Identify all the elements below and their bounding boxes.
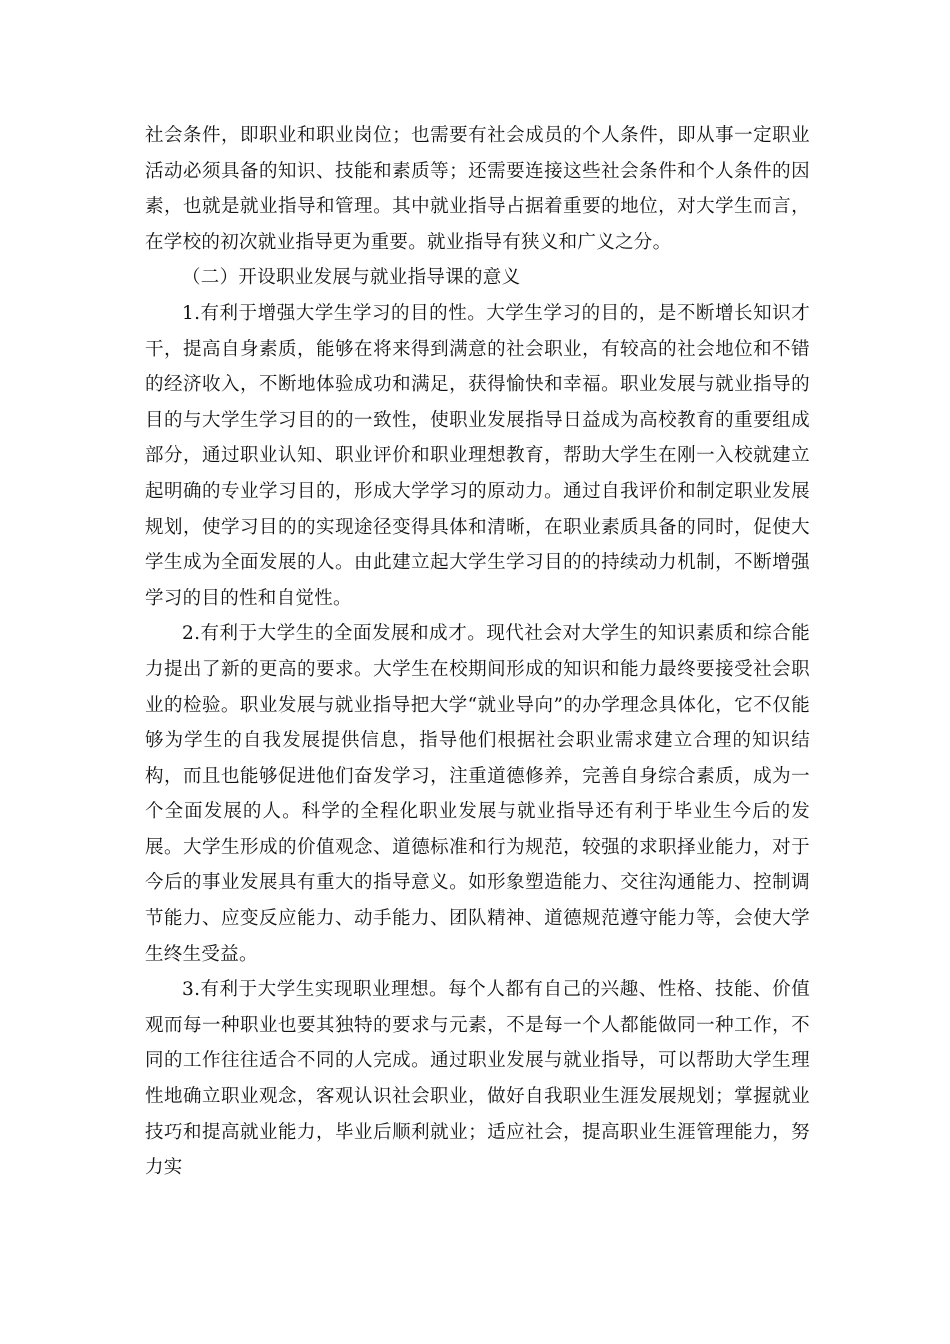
paragraph-continuation: 社会条件，即职业和职业岗位；也需要有社会成员的个人条件，即从事一定职业活动必须具备的知识、技能和素质等；还需要连接这些社会条件和个人条件的因素，也就是就业指导和管理。其中就业指导占据着重要的地位，对大学生而言，在学校的初次就业指导更为重要。就业指导有狭义和广义之分。 xyxy=(145,125,810,253)
section-subheading: （二）开设职业发展与就业指导课的意义 xyxy=(182,267,521,289)
paragraph-point-1: 1.有利于增强大学生学习的目的性。大学生学习的目的，是不断增长知识才干，提高自身素质，能够在将来得到满意的社会职业，有较高的社会地位和不错的经济收入，不断地体验成功和满足，获得愉快和幸福。职业发展与就业指导的目的与大学生学习目的的一致性，使职业发展指导日益成为高校教育的重要组成部分，通过职业认知、职业评价和职业理想教育，帮助大学生在刚一入校就建立起明确的专业学习目的，形成大学学习的原动力。通过自我评价和制定职业发展规划，使学习目的的实现途径变得具体和清晰，在职业素质具备的同时，促使大学生成为全面发展的人。由此建立起大学生学习目的的持续动力机制，不断增强学习的目的性和自觉性。 xyxy=(145,302,810,609)
paragraph-point-3: 3.有利于大学生实现职业理想。每个人都有自己的兴趣、性格、技能、价值观而每一种职业也要其独特的要求与元素，不是每一个人都能做同一种工作，不同的工作往往适合不同的人完成。通过职业发展与就业指导，可以帮助大学生理性地确立职业观念，客观认识社会职业，做好自我职业生涯发展规划；掌握就业技巧和提高就业能力，毕业后顺利就业；适应社会，提高职业生涯管理能力，努力实 xyxy=(145,979,810,1179)
paragraph-point-2: 2.有利于大学生的全面发展和成才。现代社会对大学生的知识素质和综合能力提出了新的更高的要求。大学生在校期间形成的知识和能力最终要接受社会职业的检验。职业发展与就业指导把大学“就业导向”的办学理念具体化，它不仅能够为学生的自我发展提供信息，指导他们根据社会职业需求建立合理的知识结构，而且也能够促进他们奋发学习，注重道德修养，完善自身综合素质，成为一个全面发展的人。科学的全程化职业发展与就业指导还有利于毕业生今后的发展。大学生形成的价值观念、道德标准和行为规范，较强的求职择业能力，对于今后的事业发展具有重大的指导意义。如形象塑造能力、交往沟通能力、控制调节能力、应变反应能力、动手能力、团队精神、道德规范遵守能力等，会使大学生终生受益。 xyxy=(145,623,810,965)
document-body xyxy=(145,118,810,1186)
